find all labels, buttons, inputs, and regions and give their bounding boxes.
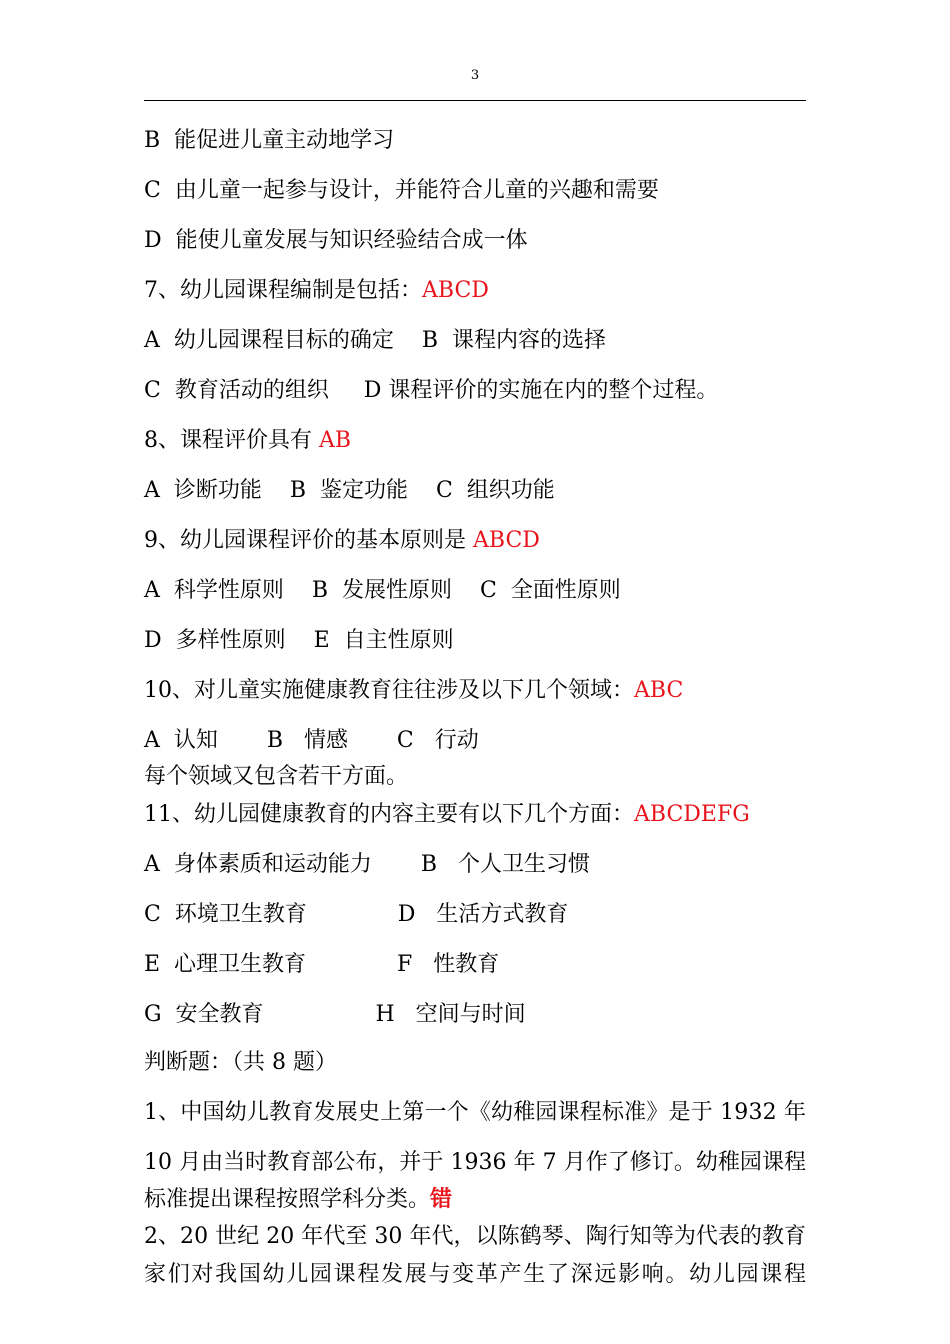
line-text: 家们对我国幼儿园课程发展与变革产生了深远影响。幼儿园课程 — [144, 1262, 808, 1287]
line-text: C 教育活动的组织 D 课程评价的实施在内的整个过程。 — [144, 378, 719, 403]
line-text: A 科学性原则 B 发展性原则 C 全面性原则 — [144, 578, 621, 603]
line-text: 10 月由当时教育部公布，并于 1936 年 7 月作了修订。幼稚园课程 — [144, 1150, 807, 1175]
line-text: C 由儿童一起参与设计，并能符合儿童的兴趣和需要 — [144, 178, 659, 203]
text-line — [144, 904, 568, 926]
text-line — [144, 730, 479, 752]
line-text: C 环境卫生教育 D 生活方式教育 — [144, 902, 569, 927]
text-line — [144, 1152, 806, 1174]
page-number: 3 — [470, 68, 480, 83]
line-text: 每个领域又包含若干方面。 — [144, 764, 409, 789]
line-text: 7、幼儿园课程编制是包括： — [144, 278, 422, 303]
text-line — [144, 1264, 808, 1286]
line-text: A 诊断功能 B 鉴定功能 C 组织功能 — [144, 478, 555, 503]
text-line — [144, 280, 489, 302]
line-text: A 幼儿园课程目标的确定 B 课程内容的选择 — [144, 328, 607, 353]
text-line — [144, 1052, 337, 1074]
line-text: 1、中国幼儿教育发展史上第一个《幼稚园课程标准》是于 1932 年 — [144, 1100, 807, 1125]
answer-text: 错 — [430, 1186, 453, 1212]
answer-text: ABCDEFG — [634, 802, 750, 827]
text-line — [144, 380, 718, 402]
text-line — [144, 954, 499, 976]
text-line — [144, 854, 590, 876]
text-line — [144, 180, 659, 202]
text-line — [144, 1004, 526, 1026]
answer-text: ABCD — [422, 278, 489, 303]
line-text: B 能促进儿童主动地学习 — [144, 128, 395, 153]
line-text: 8、课程评价具有 — [144, 428, 319, 453]
line-text: D 能使儿童发展与知识经验结合成一体 — [144, 228, 528, 253]
line-text: A 认知 B 情感 C 行动 — [144, 728, 479, 753]
text-line — [144, 330, 606, 352]
line-text: D 多样性原则 E 自主性原则 — [144, 628, 454, 653]
text-line — [144, 766, 408, 788]
line-text: A 身体素质和运动能力 B 个人卫生习惯 — [144, 852, 590, 877]
text-line — [144, 130, 394, 152]
text-line — [144, 430, 351, 452]
text-line — [144, 804, 750, 826]
line-text: G 安全教育 H 空间与时间 — [144, 1002, 526, 1027]
answer-text: ABCD — [473, 528, 540, 553]
text-line — [144, 230, 528, 252]
text-line — [144, 1226, 806, 1248]
line-text: 2、20 世纪 20 年代至 30 年代，以陈鹤琴、陶行知等为代表的教育 — [144, 1224, 807, 1249]
text-line — [144, 1102, 806, 1124]
line-text: 11、幼儿园健康教育的内容主要有以下几个方面： — [144, 802, 634, 827]
answer-text: AB — [319, 428, 352, 453]
line-text: E 心理卫生教育 F 性教育 — [144, 952, 500, 977]
header-rule — [144, 100, 806, 101]
text-line — [144, 530, 540, 552]
line-text: 标准提出课程按照学科分类。 — [144, 1187, 431, 1212]
text-line — [144, 1188, 452, 1211]
line-text: 9、幼儿园课程评价的基本原则是 — [144, 528, 473, 553]
text-line — [144, 680, 683, 702]
text-line — [144, 580, 621, 602]
text-line — [144, 630, 454, 652]
line-text: 10、对儿童实施健康教育往往涉及以下几个领域： — [144, 678, 634, 703]
line-text: 判断题：（共 8 题） — [144, 1050, 337, 1075]
text-line — [144, 480, 555, 502]
answer-text: ABC — [634, 678, 684, 703]
